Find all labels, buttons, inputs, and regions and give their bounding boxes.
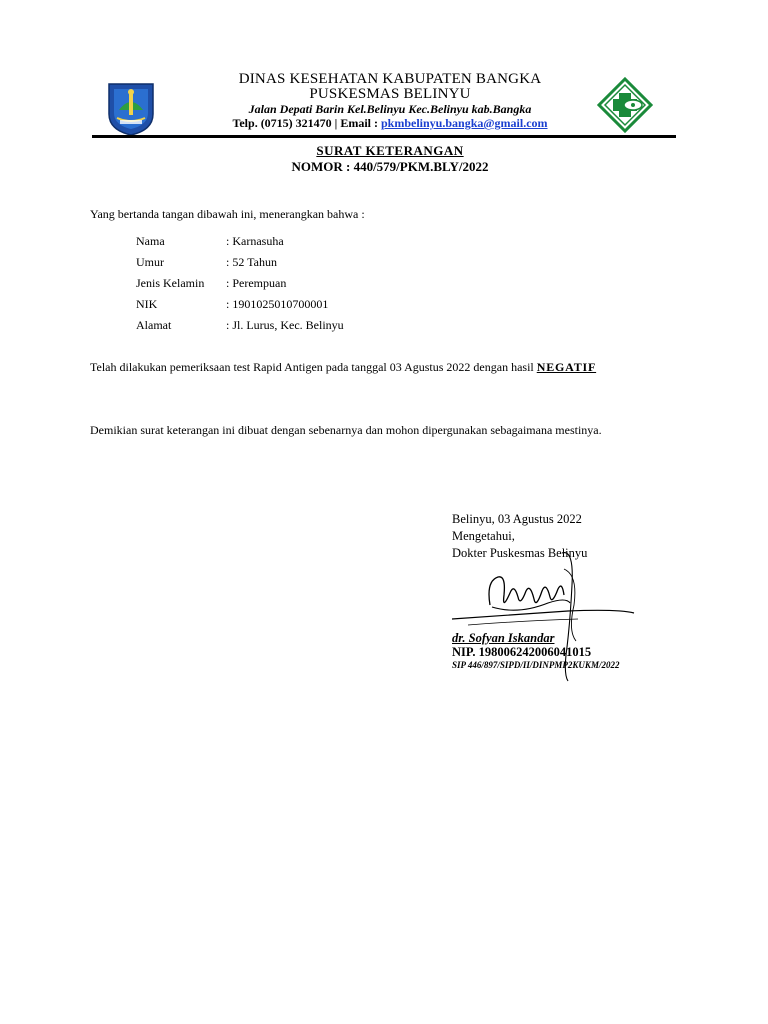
field-label: Jenis Kelamin <box>136 276 205 290</box>
test-result-paragraph <box>90 357 693 378</box>
letterhead-contact <box>180 116 600 131</box>
intro-text: Yang bertanda tangan dibawah ini, menerangkan bahwa : <box>90 207 365 221</box>
field-label: NIK <box>136 297 158 311</box>
closing-paragraph: Demikian surat keterangan ini dibuat dengan sebenarnya dan mohon dipergunakan sebagaimana mestinya. <box>90 423 602 437</box>
doctor-nip: NIP. 198006242006041015 <box>452 645 592 659</box>
field-value: : 1901025010700001 <box>226 294 328 315</box>
doctor-name: dr. Sofyan Iskandar <box>452 631 555 645</box>
field-label: Nama <box>136 234 165 248</box>
test-result: NEGATIF <box>536 360 597 374</box>
contact-phone: Telp. (0715) 321470 | Email : <box>232 116 381 130</box>
patient-row-gender <box>136 273 344 294</box>
letter-title: SURAT KETERANGAN <box>316 143 464 158</box>
patient-info <box>136 231 344 336</box>
place-date: Belinyu, 03 Agustus 2022 <box>452 512 582 526</box>
patient-row-address <box>136 315 344 336</box>
letter-number: NOMOR : 440/579/PKM.BLY/2022 <box>291 159 489 174</box>
letterhead-agency: DINAS KESEHATAN KABUPATEN BANGKA <box>238 71 542 87</box>
field-label: Alamat <box>136 318 172 332</box>
letterhead-address: Jalan Depati Barin Kel.Belinyu Kec.Belinyu kab.Bangka <box>248 102 532 116</box>
patient-row-name <box>136 231 344 252</box>
field-value: : 52 Tahun <box>226 252 277 273</box>
bangka-regency-crest-icon <box>103 76 159 136</box>
patient-row-age <box>136 252 344 273</box>
doctor-sip: SIP 446/897/SIPD/II/DINPMP2KUKM/2022 <box>452 660 620 670</box>
field-value: : Perempuan <box>226 273 286 294</box>
header-divider <box>92 135 676 138</box>
letterhead-puskesmas: PUSKESMAS BELINYU <box>309 86 471 102</box>
test-description: Telah dilakukan pemeriksaan test Rapid Antigen pada tanggal 03 Agustus 2022 dengan hasil <box>90 360 537 374</box>
field-value: : Karnasuha <box>226 231 284 252</box>
signer-position: Dokter Puskesmas Belinyu <box>452 546 588 560</box>
email-link[interactable]: pkmbelinyu.bangka@gmail.com <box>381 116 548 130</box>
field-value: : Jl. Lurus, Kec. Belinyu <box>226 315 344 336</box>
acknowledged-label: Mengetahui, <box>452 529 515 543</box>
field-label: Umur <box>136 255 164 269</box>
patient-row-nik <box>136 294 344 315</box>
puskesmas-green-cross-icon <box>597 77 653 133</box>
